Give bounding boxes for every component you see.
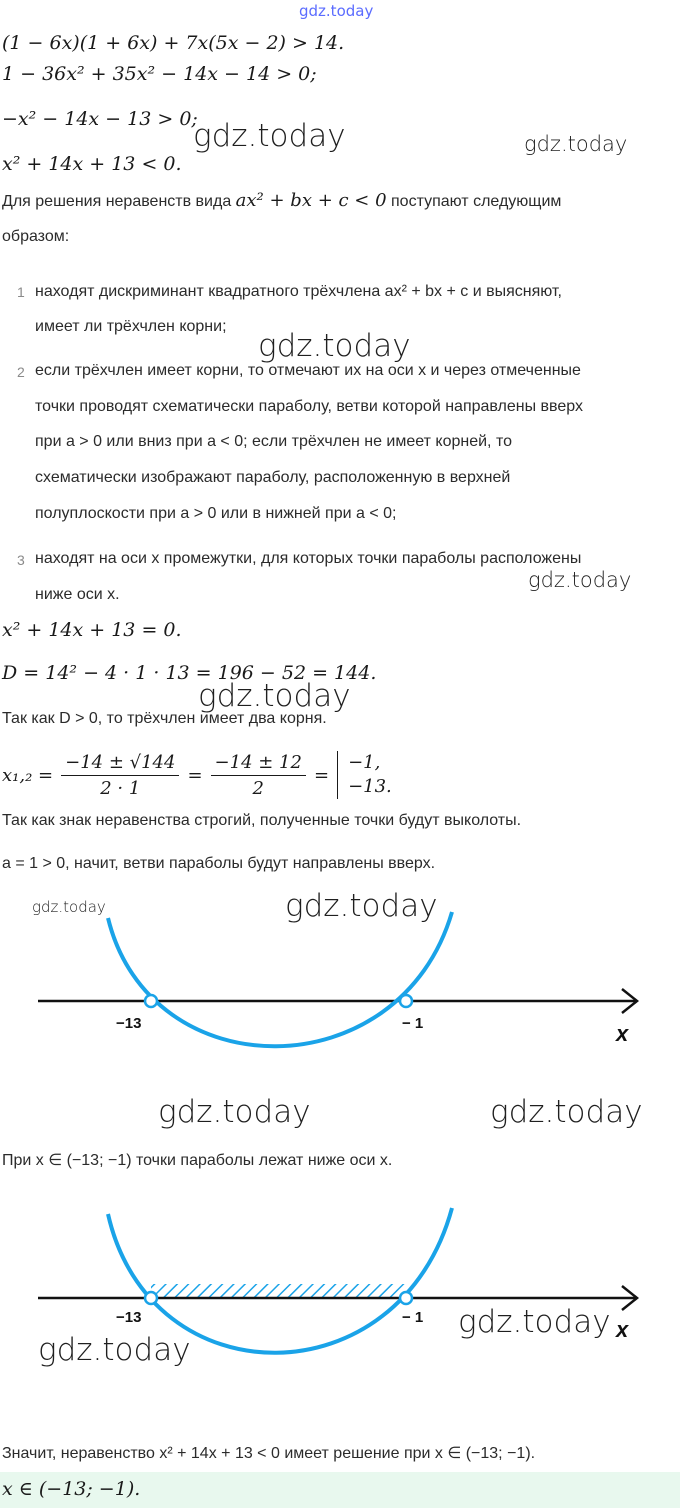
- equals-sign: =: [187, 764, 203, 786]
- two-roots-text: Так как D > 0, то трёхчлен имеет два корня.: [2, 710, 327, 727]
- watermark-top: gdz.today: [299, 2, 374, 20]
- root-point-left: [145, 995, 157, 1007]
- root-2: −13.: [348, 776, 392, 797]
- watermark: gdz.today: [198, 678, 351, 714]
- method-intro: [2, 190, 561, 211]
- watermark: gdz.today: [32, 898, 106, 916]
- method-intro-b: поступают следующим: [386, 193, 562, 210]
- watermark: gdz.today: [458, 1304, 611, 1340]
- fraction: [211, 752, 306, 799]
- list-item-line: если трёхчлен имеет корни, то отмечают их на оси x и через отмеченные: [35, 362, 581, 379]
- list-number: 1: [17, 284, 25, 300]
- method-intro-cont: образом:: [2, 228, 70, 245]
- fraction-numerator: −14 ± 12: [211, 752, 306, 776]
- watermark: gdz.today: [528, 568, 632, 592]
- watermark: gdz.today: [285, 888, 438, 924]
- list-item-line: полуплоскости при a > 0 или в нижней при a < 0;: [35, 505, 397, 522]
- parabola-graph-1: [0, 900, 680, 1060]
- answer-box: [0, 1472, 680, 1508]
- watermark: gdz.today: [490, 1094, 643, 1130]
- parabola-curve: [108, 912, 452, 1046]
- fraction-denominator: 2 · 1: [100, 777, 141, 799]
- equals-sign: =: [313, 764, 330, 786]
- tick-label-right: − 1: [402, 1015, 424, 1032]
- method-intro-math: ax² + bx + c < 0: [235, 190, 387, 211]
- fraction-numerator: −14 ± √144: [61, 752, 179, 776]
- list-item-line: имеет ли трёхчлен корни;: [35, 318, 227, 335]
- root-point-right: [400, 995, 412, 1007]
- discriminant: D = 14² − 4 · 1 · 13 = 196 − 52 = 144.: [2, 662, 377, 684]
- conclusion-text: Значит, неравенство x² + 14x + 13 < 0 имеет решение при x ∈ (−13; −1).: [2, 1445, 536, 1462]
- root-point-right: [400, 1292, 412, 1304]
- step-line-2: 1 − 36x² + 35x² − 14x − 14 > 0;: [2, 63, 317, 85]
- roots-bracket: [337, 751, 392, 799]
- watermark: gdz.today: [258, 328, 411, 364]
- fraction-denominator: 2: [252, 777, 264, 799]
- tick-label-right: − 1: [402, 1309, 424, 1326]
- quadratic-equation: x² + 14x + 13 = 0.: [2, 619, 182, 641]
- axis-label-x: x: [616, 1021, 629, 1046]
- root-point-left: [145, 1292, 157, 1304]
- tick-label-left: −13: [116, 1015, 142, 1032]
- list-item-line: находят дискриминант квадратного трёхчлена ax² + bx + c и выясняют,: [35, 283, 562, 300]
- step-line-1: (1 − 6x)(1 + 6x) + 7x(5x − 2) > 14.: [2, 32, 345, 54]
- list-item-line: находят на оси x промежутки, для которых точки параболы расположены: [35, 550, 582, 567]
- watermark: gdz.today: [158, 1094, 311, 1130]
- list-item-line: точки проводят схематически параболу, ветви которой направлены вверх: [35, 398, 583, 415]
- answer-text: x ∈ (−13; −1).: [2, 1478, 141, 1500]
- list-number: 3: [17, 552, 25, 568]
- watermark: gdz.today: [38, 1332, 191, 1368]
- root-1: −1,: [348, 752, 381, 773]
- strict-text: Так как знак неравенства строгий, полученные точки будут выколоты.: [2, 812, 522, 829]
- solution-hatch: [151, 1284, 406, 1298]
- list-item-line: схематически изображают параболу, расположенную в верхней: [35, 469, 511, 486]
- list-number: 2: [17, 364, 25, 380]
- list-item-line: ниже оси x.: [35, 586, 120, 603]
- roots-formula: [2, 746, 392, 804]
- tick-label-left: −13: [116, 1309, 142, 1326]
- watermark: gdz.today: [524, 132, 628, 156]
- watermark: gdz.today: [193, 118, 346, 154]
- step-line-4: x² + 14x + 13 < 0.: [2, 153, 182, 175]
- between-text: При x ∈ (−13; −1) точки параболы лежат ниже оси x.: [2, 1152, 393, 1169]
- axis-label-x: x: [616, 1317, 629, 1342]
- step-line-3: −x² − 14x − 13 > 0;: [2, 108, 198, 130]
- fraction: [61, 752, 179, 799]
- method-intro-a: Для решения неравенств вида: [2, 193, 236, 210]
- roots-lhs: x₁,₂ =: [2, 764, 54, 786]
- list-item-line: при a > 0 или вниз при a < 0; если трёхчлен не имеет корней, то: [35, 433, 512, 450]
- branches-text: a = 1 > 0, начит, ветви параболы будут направлены вверх.: [2, 855, 436, 872]
